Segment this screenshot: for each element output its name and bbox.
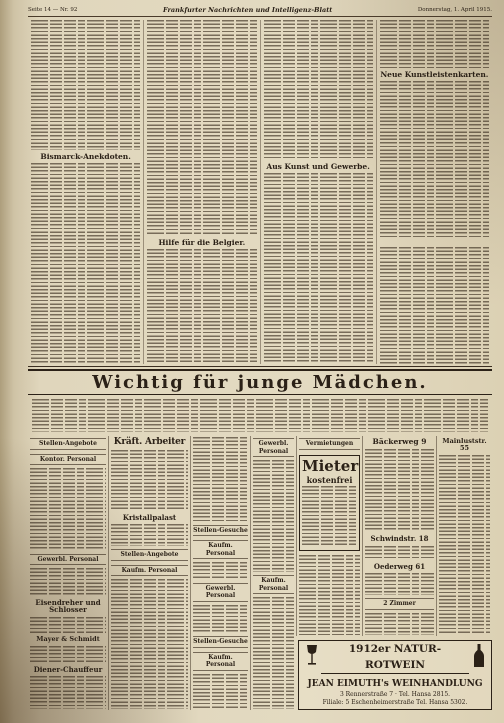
body-text [31,20,140,150]
banner-headline: Wichtig für junge Mädchen. [28,369,492,395]
ad-text [193,674,248,709]
wine-ad-title: 1912er NATUR-ROTWEIN [321,641,469,674]
mieter-ad [299,455,360,551]
ad-section-heading: Stellen-Angebote [30,438,106,450]
ad-headline: Kristallpalast [122,513,177,523]
body-text [380,81,489,239]
classified-column-2 [108,436,190,710]
ad-text [30,617,106,634]
ad-text [302,486,357,547]
ad-section-heading: Stellen-Gesuche [193,636,248,648]
ad-section-heading: Stellen-Angebote [111,549,188,561]
page-number: Seite 14 — Nr. 92 [28,6,78,13]
wine-glass-icon [305,644,319,666]
ad-text [365,449,434,533]
article-heading-bismarck: Bismarck-Anekdoten. [40,152,131,161]
issue-date: Donnerstag, 1. April 1915. [417,6,492,13]
newspaper-title: Frankfurter Nachrichten und Intelligenz-Blatt [162,5,333,14]
article-column-1 [28,20,143,364]
banner-body-text [32,399,488,432]
ad-section-heading: Kaufm. Personal [193,540,248,559]
ad-text [111,450,188,511]
ad-text [193,562,248,580]
ad-section-heading: Kontor. Personal [30,454,106,466]
ad-text [253,460,294,572]
body-text [31,163,140,364]
ad-section-heading: Kaufm. Personal [111,565,188,577]
mieter-ad-headline: Mieter [302,456,359,475]
ad-headline: Kräft. Arbeiter [113,437,186,447]
article-column-4 [376,20,492,364]
wine-ad-branch: Filiale: 5 Eschenheimerstraße Tel. Hansa 5302. [322,699,468,706]
body-text [147,20,256,236]
ad-text [365,546,434,560]
ad-text [111,579,188,709]
ad-address: Bäckerweg 9 [372,437,427,446]
classified-column-1 [28,436,108,710]
masthead [28,3,492,17]
ad-section-heading: 2 Zimmer [365,598,434,610]
classified-column-7 [436,436,492,636]
ad-section-heading: Kaufm. Personal [253,575,294,594]
wine-ad-merchant: JEAN EIMUTH's WEINHANDLUNG [307,679,483,689]
ad-text [111,524,188,546]
ad-text [439,455,490,635]
ad-text [30,568,106,596]
ad-section-heading: Vermietungen [299,438,360,450]
ad-section-heading: Gewerbl. Personal [30,554,106,566]
section-divider [28,366,492,367]
ad-text [299,555,360,636]
article-heading-kunst: Aus Kunst und Gewerbe. [266,162,370,171]
ad-section-heading: Gewerbl. Personal [193,583,248,602]
ad-text [30,646,106,663]
ad-address: Schwindstr. 18 [370,534,429,544]
ad-address: Oederweg 61 [373,561,426,571]
article-heading-karten: Neue Kunstleistenkarten. [380,70,489,79]
ad-text [365,573,434,595]
body-text [264,173,373,364]
wine-bottle-icon [473,644,485,668]
ad-address: Mainluststr. 55 [442,437,487,452]
ad-section-heading: Gewerbl. Personal [253,438,294,457]
ad-headline: Diener-Chauffeur [33,664,103,674]
ad-text [365,613,434,635]
ad-headline: Eisendreher und Schlosser [35,597,101,615]
wine-ad [298,640,492,710]
body-text [147,249,256,364]
classified-column-3 [190,436,250,710]
ad-section-heading: Kaufm. Personal [193,652,248,671]
ad-text [30,468,106,551]
classified-column-5 [296,436,362,636]
article-section [28,20,492,364]
ad-headline: Mayer & Schmidt [36,635,100,644]
article-column-2 [143,20,259,364]
article-heading-belgier: Hilfe für die Belgier. [158,238,246,247]
mieter-ad-subline: kostenfrei [306,474,353,485]
wine-ad-address: 3 Rennerstraße 7 · Tel. Hansa 2815. [339,691,451,698]
article-column-3 [260,20,376,364]
body-text [380,247,489,364]
ad-text [193,437,248,522]
classified-column-6 [362,436,436,636]
ad-text [253,597,294,709]
ad-section-heading: Stellen-Gesuche [193,525,248,537]
paragraph-gap [380,239,489,247]
body-text [264,20,373,160]
classified-column-4 [250,436,296,710]
body-text [380,20,489,68]
ad-text [30,676,106,709]
ad-text [193,605,248,633]
